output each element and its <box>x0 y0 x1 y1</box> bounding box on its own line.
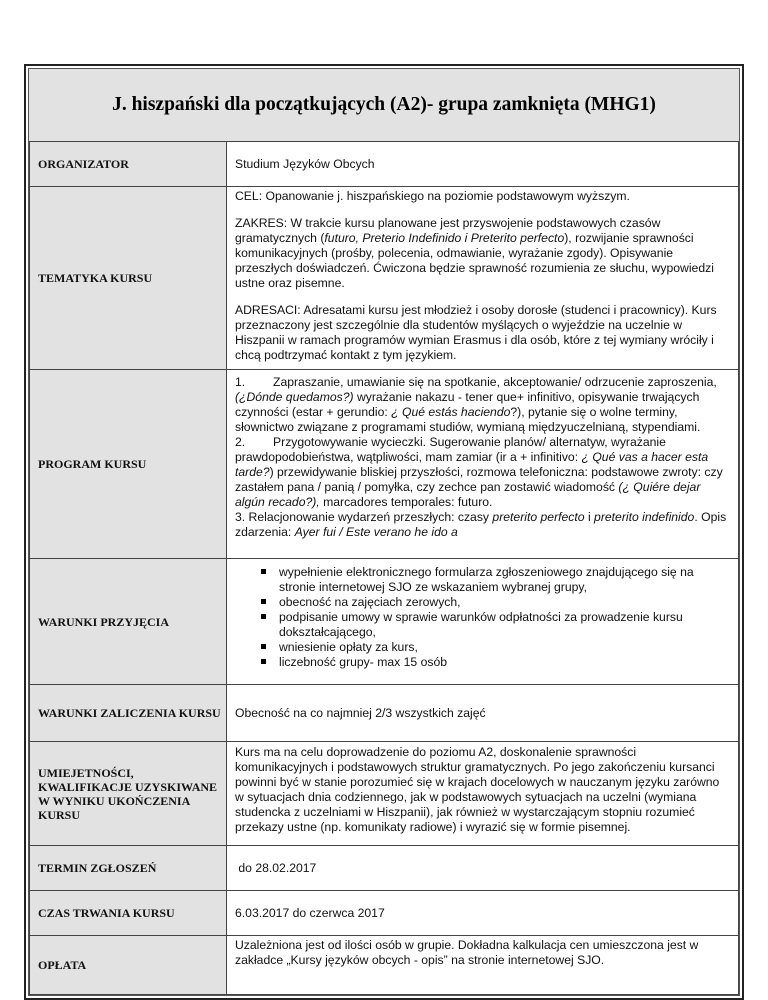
value-umiejetnosci: Kurs ma na celu doprowadzenie do poziomu A2, doskonalenie sprawności komunikacyjnych i podstawowych struktur gramatycznych. Po jego zakończeniu kursanci powinni być w stanie porozumieć się w krajach docelowych w nauczanym języku zarówno w sytuacjach dnia codziennego, jak w podstawowych sytuacjach na uczelni (wymiana studencka z uczelniami w Hiszpanii), jak również w wystarczającym stopniu rozumieć przekazy ustne (np. komunikaty radiowe) i wyrazić się w formie pisemnej. <box>227 742 739 846</box>
row-czas <box>30 891 739 936</box>
program-point-1: 1. Zapraszanie, umawianie się na spotkanie, akceptowanie/ odrzucenie zaproszenia, (¿Dónde quedamos?) wyrażanie nakazu - tener que+ infinitivo, opisywanie trwających czynności (estar + gerundio: ¿ Qué estás haciendo?), pytanie się o wolne terminy, słownictwo związane z programami studiów, wymianą międzyuczelnianą, stypendiami. <box>235 375 717 434</box>
label-warunki: WARUNKI PRZYJĘCIA <box>30 559 227 685</box>
program-point-3: 3. Relacjonowanie wydarzeń przeszłych: czasy preterito perfecto i preterito indefinido. Opis zdarzenia: Ayer fui / Este verano he ido a <box>235 510 727 539</box>
course-document <box>24 64 744 1000</box>
row-termin <box>30 846 739 891</box>
label-czas: CZAS TRWANIA KURSU <box>30 891 227 936</box>
value-zaliczenie: Obecność na co najmniej 2/3 wszystkich zajęć <box>227 685 739 742</box>
label-tematyka: TEMATYKA KURSU <box>30 187 227 370</box>
tematyka-zakres: ZAKRES: W trakcie kursu planowane jest przyswojenie podstawowych czasów gramatycznych (futuro, Preterio Indefinido i Preterito perfecto), rozwijanie sprawności komunikacyjnych (prośby, polecenia, odmawianie, wyrażanie zgody). Opisywanie przeszłych doświadczeń. Ćwiczona będzie sprawność rozumienia ze słuchu, wypowiedzi ustne oraz pisemne. <box>235 216 714 290</box>
label-termin: TERMIN ZGŁOSZEŃ <box>30 846 227 891</box>
document-frame <box>28 68 740 996</box>
row-warunki <box>30 559 739 685</box>
value-organizator: Studium Języków Obcych <box>227 142 739 187</box>
row-program <box>30 370 739 559</box>
list-item: wniesienie opłaty za kurs, <box>261 640 730 655</box>
program-point-2: 2. Przygotowywanie wycieczki. Sugerowanie planów/ alternatyw, wyrażanie prawdopodobieństwa, wątpliwości, mam zamiar (ir a + infinitivo: ¿ Qué vas a hacer esta tarde?) przewidywanie bliskiej przyszłości, rozmowa telefoniczna: podstawowe zwroty: czy zastałem pana / panią / pomyłka, czy zechce pan zostawić wiadomość (¿ Quiére dejar algún recado?), marcadores temporales: futuro. <box>235 435 723 509</box>
list-item: obecność na zajęciach zerowych, <box>261 595 730 610</box>
row-organizator <box>30 142 739 187</box>
tematyka-cel: CEL: Opanowanie j. hiszpańskiego na poziomie podstawowym wyższym. <box>235 189 630 203</box>
value-termin: do 28.02.2017 <box>227 846 739 891</box>
label-zaliczenie: WARUNKI ZALICZENIA KURSU <box>30 685 227 742</box>
value-tematyka <box>227 187 739 370</box>
list-item: wypełnienie elektronicznego formularza zgłoszeniowego znajdującego się na stronie internetowej SJO ze wskazaniem wybranej grupy, <box>261 565 730 595</box>
warunki-list <box>235 565 730 670</box>
label-umiejetnosci: UMIEJETNOŚCI, KWALIFIKACJE UZYSKIWANE W WYNIKU UKOŃCZENIA KURSU <box>30 742 227 846</box>
row-oplata <box>30 936 739 995</box>
label-organizator: ORGANIZATOR <box>30 142 227 187</box>
value-program <box>227 370 739 559</box>
list-item: liczebność grupy- max 15 osób <box>261 655 730 670</box>
list-item: podpisanie umowy w sprawie warunków odpłatności za prowadzenie kursu dokształcającego, <box>261 610 730 640</box>
value-warunki <box>227 559 739 685</box>
course-title: J. hiszpański dla początkujących (A2)- grupa zamknięta (MHG1) <box>29 69 739 142</box>
label-program: PROGRAM KURSU <box>30 370 227 559</box>
value-oplata: Uzależniona jest od ilości osób w grupie. Dokładna kalkulacja cen umieszczona jest w zakładce „Kursy języków obcych - opis” na stronie internetowej SJO. <box>227 936 739 995</box>
row-tematyka <box>30 187 739 370</box>
course-info-table <box>29 142 739 995</box>
value-czas: 6.03.2017 do czerwca 2017 <box>227 891 739 936</box>
row-zaliczenie <box>30 685 739 742</box>
row-umiejetnosci <box>30 742 739 846</box>
label-oplata: OPŁATA <box>30 936 227 995</box>
tematyka-adresaci: ADRESACI: Adresatami kursu jest młodzież i osoby dorosłe (studenci i pracownicy). Kurs przeznaczony jest szczególnie dla studentów myślących o wyjeździe na uczelnie w Hiszpanii w ramach programów wymian Erasmus i dla osób, które z tej wymiany wróciły i chcą podtrzymać kontakt z tym językiem. <box>235 303 717 362</box>
